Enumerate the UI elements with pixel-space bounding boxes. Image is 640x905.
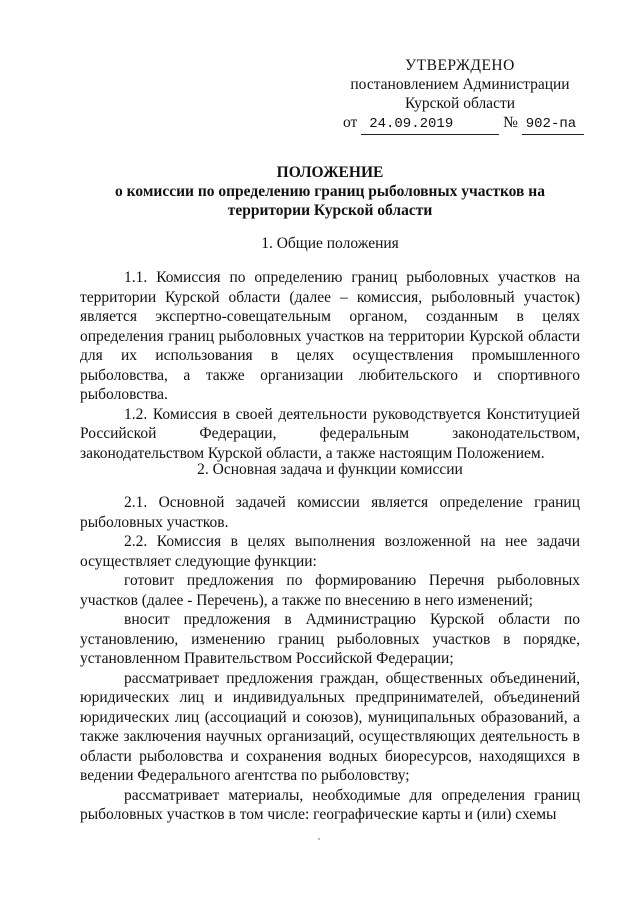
title-line-3: территории Курской области (227, 202, 433, 219)
number-prefix: № (503, 114, 518, 131)
document-title (80, 163, 580, 220)
approval-date: 24.09.2019 (361, 115, 499, 135)
paragraph: 1.1. Комиссия по определению границ рыболовных участков на территории Курской области (далее – комиссия, рыболовный участок) является экспертно-совещательным органом, созданным в целях определения границ рыболовных участков на территории Курской области для их использования в целях осуществления промышленного рыболовства, а также организации любительского и спортивного рыболовства. (80, 269, 580, 403)
paragraph: готовит предложения по формированию Перечня рыболовных участков (далее - Перечень), а также по внесению в него изменений; (80, 572, 580, 609)
section-1-body (80, 268, 580, 463)
section-2-body (80, 493, 580, 825)
approval-heading: УТВЕРЖДЕНО (405, 57, 515, 74)
paragraph: рассматривает предложения граждан, общественных объединений, юридических лиц и индивидуальных предпринимателей, объединений юридических лиц (ассоциаций и союзов), муниципальных образований, а также заключения научных организаций, осуществляющих деятельность в области рыболовства и сохранения водных биоресурсов, находящихся в ведении Федерального агентства по рыболовству; (80, 669, 580, 784)
paragraph: 2.2. Комиссия в целях выполнения возложенной на нее задачи осуществляет следующие функции: (80, 533, 580, 570)
approval-block (335, 56, 585, 135)
approval-date-line (343, 113, 585, 135)
section-1-heading: 1. Общие положения (261, 235, 399, 252)
paragraph: 2.1. Основной задачей комиссии является определение границ рыболовных участков. (80, 494, 580, 531)
paragraph: 1.2. Комиссия в своей деятельности руководствуется Конституцией Российской Федерации, федеральным законодательством, законодательством Курской области, а также настоящим Положением. (80, 405, 580, 462)
approval-line-1: постановлением Администрации (350, 76, 570, 93)
paragraph: рассматривает материалы, необходимые для определения границ рыболовных участков в том числе: географические карты и (или) схемы (80, 786, 580, 823)
scan-speck (318, 838, 320, 840)
title-line-1: ПОЛОЖЕНИЕ (276, 164, 384, 181)
date-prefix: от (343, 114, 358, 131)
title-line-2: о комиссии по определению границ рыболовных участков на (115, 183, 545, 200)
approval-line-2: Курской области (404, 95, 516, 112)
section-2-heading: 2. Основная задача и функции комиссии (197, 461, 463, 478)
paragraph: вносит предложения в Администрацию Курской области по установлению, изменению границ рыболовных участков в порядке, установленном Правительством Российской Федерации; (80, 611, 580, 667)
approval-number: 902-па (522, 115, 584, 135)
